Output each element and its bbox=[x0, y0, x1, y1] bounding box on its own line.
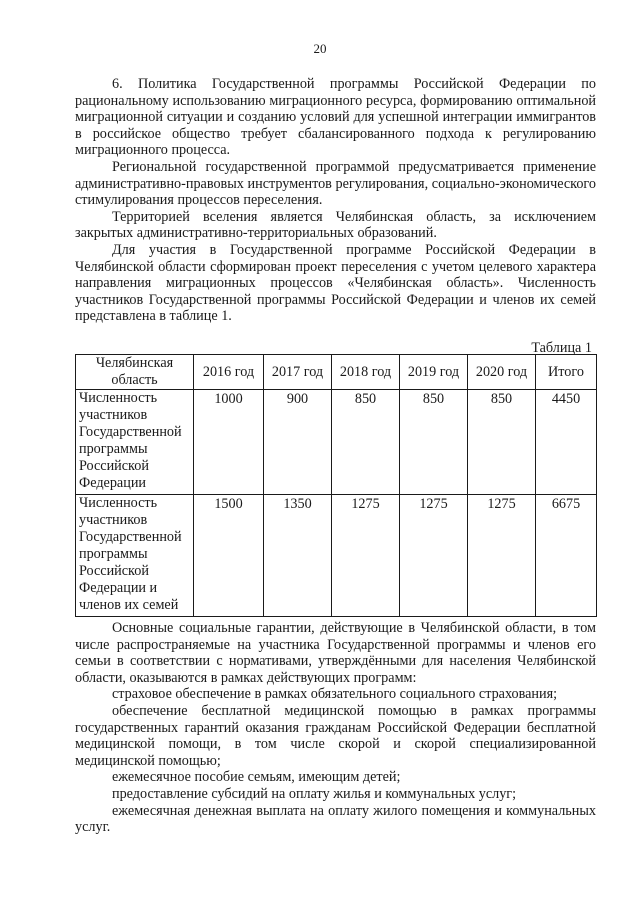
list-item: предоставление субсидий на оплату жилья и коммунальных услуг; bbox=[112, 785, 517, 802]
cell-value: 1275 bbox=[468, 495, 536, 617]
paragraph-social-guarantees: Основные социальные гарантии, действующие в Челябинской области, в том числе распространяемые на участника Государственной программы и членов его семьи в соответствии с нормативами, утверждёнными для населения Челябинской области, оказываются в рамках действующих программ: bbox=[75, 620, 596, 686]
cell-value: 1500 bbox=[194, 495, 264, 617]
header-2016: 2016 год bbox=[194, 355, 264, 390]
list-item: ежемесячная денежная выплата на оплату жилого помещения и коммунальных услуг. bbox=[75, 802, 596, 836]
list-item: страховое обеспечение в рамках обязательного социального страхования; bbox=[112, 686, 558, 703]
cell-value: 850 bbox=[468, 390, 536, 495]
page-number: 20 bbox=[313, 41, 327, 56]
header-2018: 2018 год bbox=[332, 355, 400, 390]
cell-value: 850 bbox=[400, 390, 468, 495]
header-2017: 2017 год bbox=[264, 355, 332, 390]
cell-value: 1350 bbox=[264, 495, 332, 617]
table-header-row bbox=[76, 355, 597, 390]
paragraph-policy: 6. Политика Государственной программы Российской Федерации по рациональному использованию миграционного ресурса, формированию оптимальной миграционной ситуации и созданию условий для успешной интеграции иммигрантов в российское общество требует сбалансированного подхода к регулированию миграционного процесса. bbox=[75, 76, 596, 159]
header-2019: 2019 год bbox=[400, 355, 468, 390]
text-block-bottom bbox=[75, 620, 596, 836]
cell-value: 850 bbox=[332, 390, 400, 495]
cell-value: 6675 bbox=[536, 495, 597, 617]
paragraph-regional-program: Региональной государственной программой предусматривается применение административно-правовых инструментов регулирования, социально-экономического стимулирования процессов переселения. bbox=[75, 158, 596, 209]
row-label: Численность участников Государственной программы Российской Федерации bbox=[76, 390, 194, 495]
list-item: ежемесячное пособие семьям, имеющим детей; bbox=[112, 769, 401, 786]
row-label: Численность участников Государственной программы Российской Федерации и членов их семей bbox=[76, 495, 194, 617]
cell-value: 900 bbox=[264, 390, 332, 495]
header-region: Челябинская область bbox=[76, 355, 194, 390]
cell-value: 1000 bbox=[194, 390, 264, 495]
table-row bbox=[76, 390, 597, 495]
text-block-top bbox=[75, 76, 596, 325]
table-row bbox=[76, 495, 597, 617]
paragraph-territory: Территорией вселения является Челябинская область, за исключением закрытых административно-территориальных образований. bbox=[75, 208, 596, 242]
cell-value: 1275 bbox=[400, 495, 468, 617]
table-caption: Таблица 1 bbox=[531, 340, 592, 356]
header-2020: 2020 год bbox=[468, 355, 536, 390]
cell-value: 1275 bbox=[332, 495, 400, 617]
cell-value: 4450 bbox=[536, 390, 597, 495]
participants-table bbox=[75, 354, 597, 617]
paragraph-resettlement-project: Для участия в Государственной программе Российской Федерации в Челябинской области сформирован проект переселения с учетом целевого характера направления миграционных процессов «Челябинская область». Численность участников Государственной программы Российской Федерации и членов их семей представлена в таблице 1. bbox=[75, 241, 596, 325]
header-total: Итого bbox=[536, 355, 597, 390]
list-item: обеспечение бесплатной медицинской помощью в рамках программы государственных гарантий оказания гражданам Российской Федерации бесплатной медицинской помощи, в том числе скорой и скорой специализированной медицинской помощью; bbox=[75, 702, 596, 769]
